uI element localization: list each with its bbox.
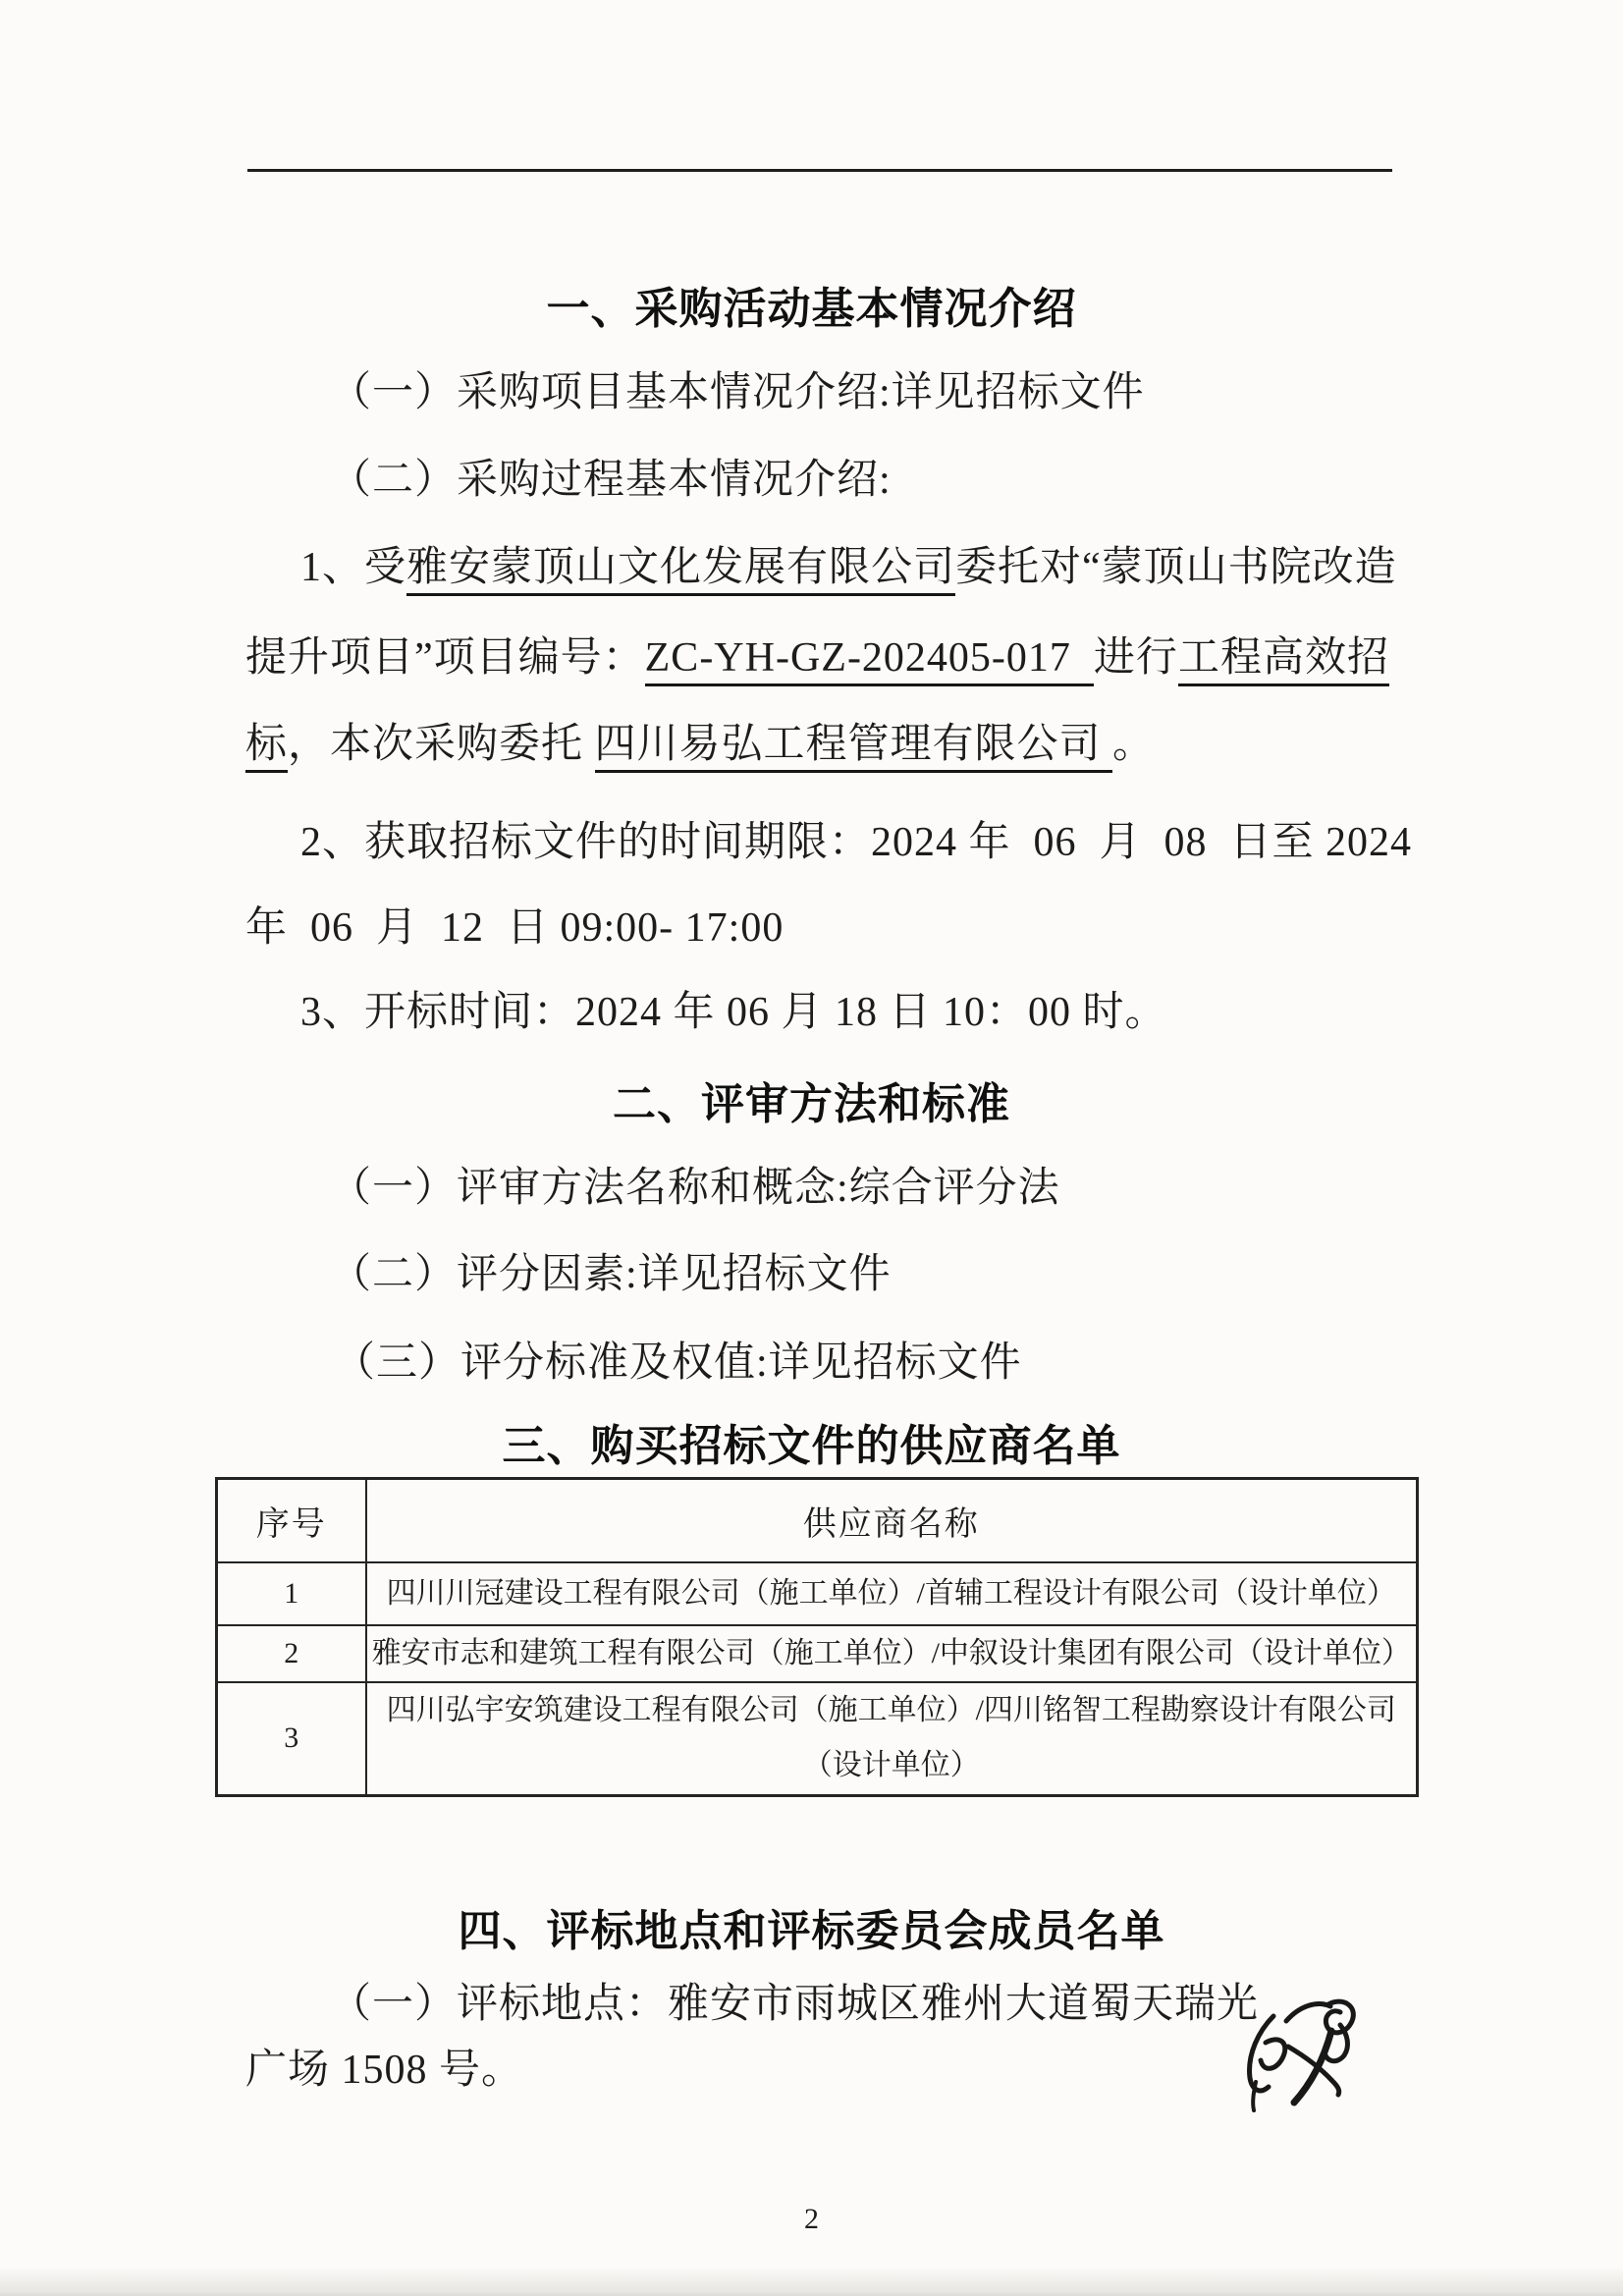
row-1-supplier: 四川川冠建设工程有限公司（施工单位）/首辅工程设计有限公司（设计单位） (366, 1562, 1418, 1625)
section-4-title: 四、评标地点和评标委员会成员名单 (458, 1907, 1165, 1955)
table-header-no: 序号 (217, 1479, 366, 1562)
section-1-item-2: （二）采购过程基本情况介绍: (330, 458, 892, 503)
section-1-title: 一、采购活动基本情况介绍 (546, 285, 1077, 333)
section-3-title: 三、购买招标文件的供应商名单 (502, 1422, 1121, 1470)
page-bottom-shadow (0, 2267, 1623, 2296)
section-4-item-1: （一）评标地点：雅安市雨城区雅州大道蜀天瑞光 (330, 1982, 1260, 2027)
section-2-item-2: （二）评分因素:详见招标文件 (330, 1252, 892, 1297)
row-1-no: 1 (217, 1562, 366, 1625)
table-row (217, 1625, 1418, 1682)
row-2-supplier: 雅安市志和建筑工程有限公司（施工单位）/中叙设计集团有限公司（设计单位） (366, 1625, 1418, 1682)
paragraph-1-line-2: 提升项目”项目编号：ZC-YH-GZ-202405-017 进行工程高效招 (245, 625, 1389, 683)
section-1-item-4: 年 06 月 12 日 09:00- 17:00 (245, 905, 784, 951)
section-2-item-3: （三）评分标准及权值:详见招标文件 (334, 1340, 1022, 1386)
section-2-title: 二、评审方法和标准 (613, 1080, 1010, 1128)
table-header-supplier: 供应商名称 (366, 1479, 1418, 1562)
row-3-no: 3 (217, 1682, 366, 1796)
section-2-item-1: （一）评审方法名称和概念:综合评分法 (330, 1166, 1060, 1211)
paragraph-1-line-3: 标，本次采购委托 四川易弘工程管理有限公司 。 (245, 711, 1155, 770)
page-number: 2 (804, 2203, 819, 2235)
supplier-table (215, 1477, 1419, 1797)
section-4-item-2: 广场 1508 号。 (245, 2048, 524, 2093)
row-2-no: 2 (217, 1625, 366, 1682)
handwritten-signature-icon (1229, 1992, 1372, 2121)
table-row (217, 1682, 1418, 1796)
row-3-supplier: 四川弘宇安筑建设工程有限公司（施工单位）/四川铭智工程勘察设计有限公司（设计单位） (366, 1682, 1418, 1796)
section-1-item-5: 3、开标时间：2024 年 06 月 18 日 10：00 时。 (300, 990, 1167, 1035)
paragraph-1-line-1: 1、受雅安蒙顶山文化发展有限公司委托对“蒙顶山书院改造 (300, 534, 1397, 593)
header-rule (247, 169, 1392, 172)
section-1-item-1: （一）采购项目基本情况介绍:详见招标文件 (330, 370, 1145, 415)
table-header-row (217, 1479, 1418, 1562)
section-1-item-3: 2、获取招标文件的时间期限：2024 年 06 月 08 日至 2024 (300, 820, 1413, 865)
table-row (217, 1562, 1418, 1625)
